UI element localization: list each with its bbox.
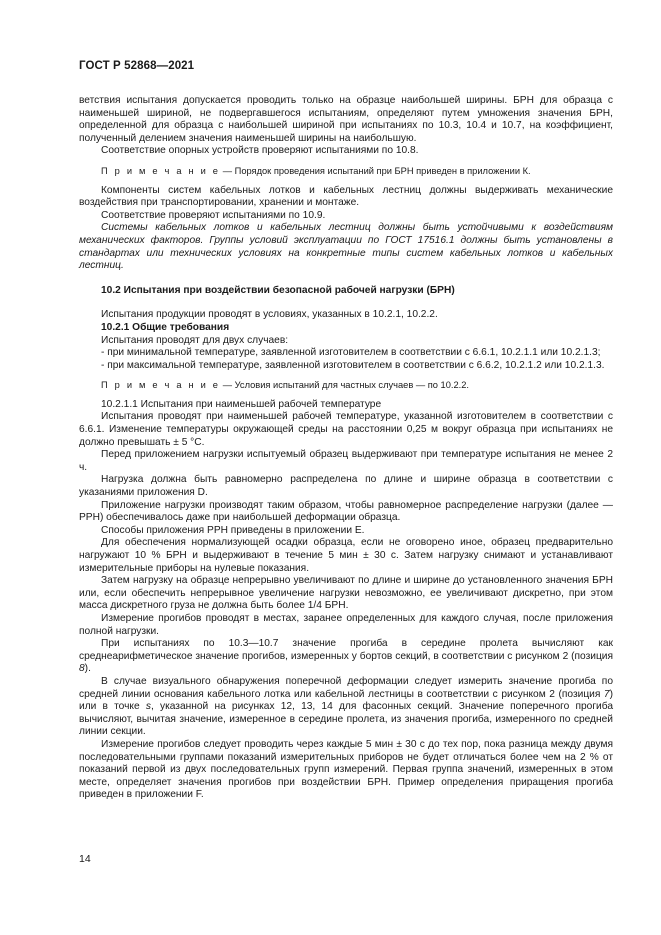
text-run: 7 <box>603 688 610 700</box>
paragraph: Соответствие проверяют испытаниями по 10.9. <box>101 209 326 221</box>
paragraph: Приложение нагрузки производят таким образом, чтобы равномерное распределение нагрузки (далее — РРН) обеспечивалось даже при наибольшей деформации образца. <box>79 499 613 524</box>
text-run: 8 <box>79 663 85 675</box>
note-text: — Условия испытаний для частных случаев — по 10.2.2. <box>220 380 469 391</box>
note-label: П р и м е ч а н и е <box>101 380 221 391</box>
paragraph: ветствия испытания допускается проводить только на образце наибольшей ширины. БРН для образца с наименьшей шириной, не подвергавшегося испытаниям, определяют путем умножения значения БРН, определенной для образца с наибольшей шириной при испытаниях по 10.3, 10.4 и 10.7, на коэффициент, полученный делением значения наименьшей ширины на наибольшую. <box>79 95 613 144</box>
text-run: , указанной на рисунках 12, 13, 14 для фасонных секций. Значение поперечного прогиба вычисляют, вычитая значение, измеренное в середине пролета, из значения прогиба, измеренного по средней линии секции. <box>79 701 613 738</box>
text-run: s <box>145 701 151 713</box>
note-label: П р и м е ч а н и е <box>101 165 221 176</box>
subsection-title: 10.2.1 Общие требования <box>101 321 230 333</box>
paragraph <box>79 676 613 739</box>
paragraph: Нагрузка должна быть равномерно распределена по длине и ширине образца в соответствии с указаниями приложения D. <box>79 474 613 499</box>
paragraph: Способы приложения РРН приведены в приложении Е. <box>101 524 365 536</box>
section-title: 10.2 Испытания при воздействии безопасной рабочей нагрузки (БРН) <box>101 284 455 296</box>
italic-paragraph: Системы кабельных лотков и кабельных лестниц должны быть устойчивыми к воздействиям механических факторов. Группы условий эксплуатации по ГОСТ 17516.1 должны быть установлены в стандартах или технических условиях на конкретные типы систем кабельных лотков и кабельных лестниц. <box>79 222 613 272</box>
list-item: - при минимальной температуре, заявленной изготовителем в соответствии с 6.6.1, 10.2.1.1 или 10.2.1.3; <box>101 347 601 359</box>
paragraph <box>79 638 613 676</box>
paragraph: Соответствие опорных устройств проверяют испытаниями по 10.8. <box>101 145 419 157</box>
paragraph: Испытания проводят для двух случаев: <box>101 334 289 346</box>
note <box>79 165 613 178</box>
paragraph: Испытания проводят при наименьшей рабочей температуре, указанной изготовителем в соответствии с 6.6.1. Изменение температуры окружающей среды на расстоянии 0,25 м вокруг образца при испытаниях не должно превышать ± 5 °С. <box>79 411 613 448</box>
text-run: В случае визуального обнаружения поперечной деформации следует измерить значение прогиба по средней линии основания кабельного лотка или кабельной лестницы в соответствии с рисунком 2 (позиция <box>79 675 613 700</box>
text-run: ) или в точке <box>79 688 613 713</box>
text-run: ). <box>84 663 91 675</box>
paragraph: Компоненты систем кабельных лотков и кабельных лестниц должны выдерживать механические воздействия при транспортировании, хранении и монтаже. <box>79 184 613 209</box>
paragraph: Измерение прогибов следует проводить через каждые 5 мин ± 30 с до тех пор, пока разница между двумя последовательными группами показаний измерительных приборов не будет отличаться более чем на 2 % от показаний первой из двух последовательных групп измерений. Первая группа значений, измеренных в этом месте, определяет значения прогибов при воздействии БРН. Пример определения приращения прогиба приведен в приложении F. <box>79 738 613 801</box>
page-body <box>79 95 613 802</box>
paragraph: Затем нагрузку на образце непрерывно увеличивают по длине и ширине до установленного значения БРН или, если обеспечить непрерывное увеличение нагрузки невозможно, ее увеличивают дискретно, при этом масса дискретного груза не должна быть более 1/4 БРН. <box>79 575 613 612</box>
text-run: При испытаниях по 10.3—10.7 значение прогиба в середине пролета вычисляют как среднеарифметическое значение прогибов, измеренных у бортов секций, в соответствии с рисунком 2 (позиция <box>79 638 613 662</box>
document-header: ГОСТ Р 52868—2021 <box>79 60 195 72</box>
note-text: — Порядок проведения испытаний при БРН приведен в приложении К. <box>220 165 531 176</box>
paragraph: Перед приложением нагрузки испытуемый образец выдерживают при температуре испытания не менее 2 ч. <box>79 449 613 473</box>
list-item: - при максимальной температуре, заявленной изготовителем в соответствии с 6.6.2, 10.2.1.2 или 10.2.1.3. <box>101 359 605 371</box>
note <box>79 379 613 392</box>
page-number: 14 <box>79 853 91 865</box>
paragraph: Испытания продукции проводят в условиях, указанных в 10.2.1, 10.2.2. <box>101 309 438 321</box>
paragraph: 10.2.1.1 Испытания при наименьшей рабочей температуре <box>101 398 382 410</box>
paragraph: Для обеспечения нормализующей осадки образца, если не оговорено иное, образец предварительно нагружают 10 % БРН и выдерживают в течение 5 мин ± 30 с. Затем нагрузку снимают и устанавливают измерительные приборы на нулевые показания. <box>79 537 613 574</box>
paragraph: Измерение прогибов проводят в местах, заранее определенных для каждого случая, после приложения полной нагрузки. <box>79 612 613 637</box>
